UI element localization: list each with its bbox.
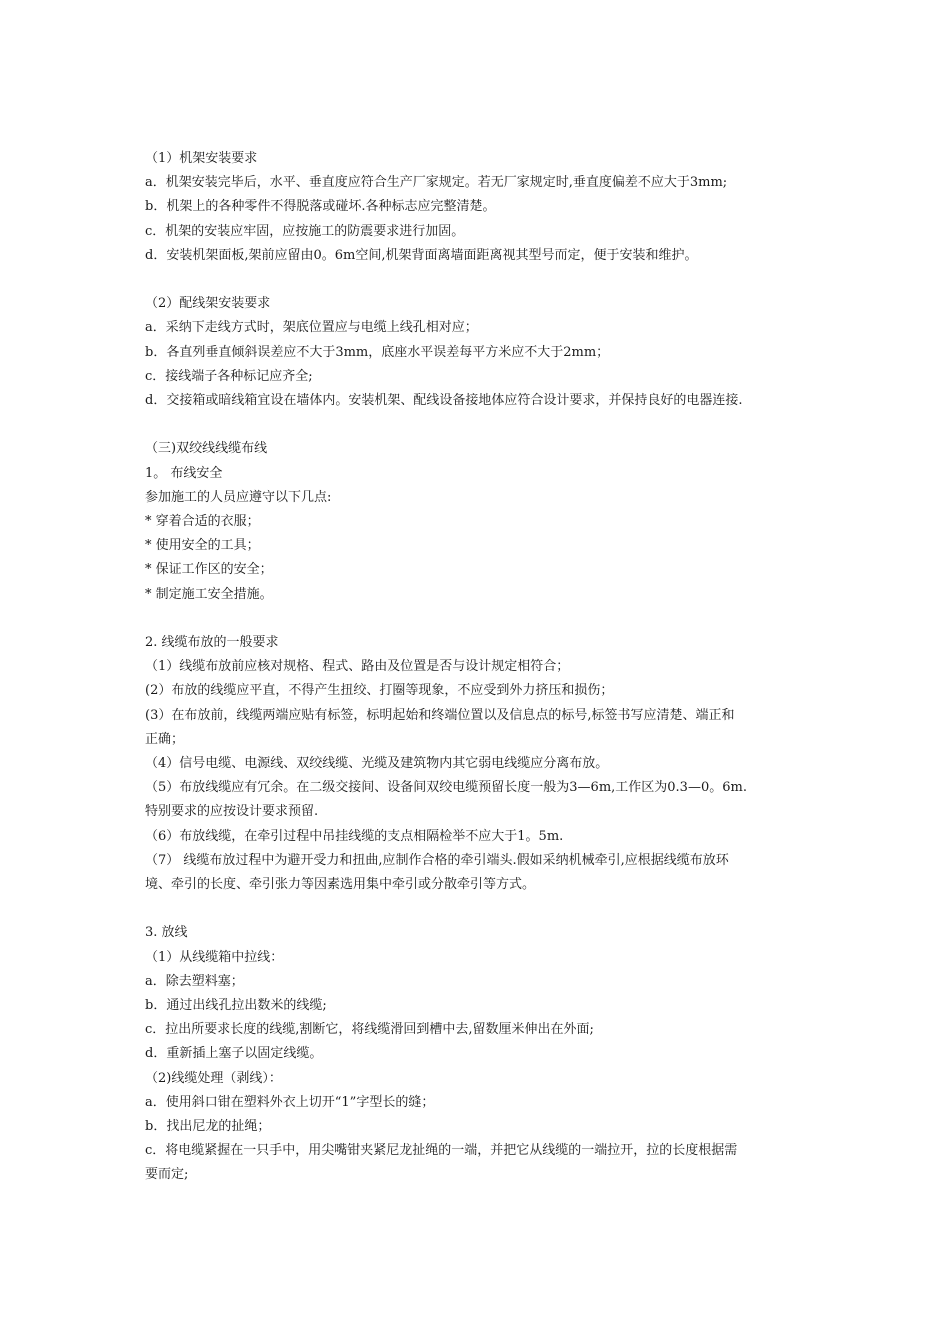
text-line: * 穿着合适的衣服； (145, 514, 260, 530)
text-line: c．将电缆紧握在一只手中，用尖嘴钳夹紧尼龙扯绳的一端，并把它从线缆的一端拉开，拉的长度根据需 (145, 1143, 738, 1159)
text-line: b．各直列垂直倾斜误差应不大于3mm，底座水平误差每平方米应不大于2mm； (145, 344, 610, 360)
document-body (145, 147, 805, 1188)
text-line: （1）从线缆箱中拉线： (145, 949, 284, 965)
text-line: 境、牵引的长度、牵引张力等因素选用集中牵引或分散牵引等方式。 (145, 877, 536, 893)
text-line: (3）在布放前，线缆两端应贴有标签，标明起始和终端位置以及信息点的标号,标签书写应清楚、端正和 (145, 707, 735, 723)
text-line: （7） 线缆布放过程中为避开受力和扭曲,应制作合格的牵引端头.假如采纳机械牵引,应根据线缆布放环 (145, 852, 729, 868)
text-line: d．重新插上塞子以固定线缆。 (145, 1046, 323, 1062)
text-line: （1）线缆布放前应核对规格、程式、路由及位置是否与设计规定相符合； (145, 659, 570, 675)
text-line: c．接线端子各种标记应齐全; (145, 368, 313, 384)
section-block (145, 921, 805, 1187)
text-line: 参加施工的人员应遵守以下几点: (145, 489, 332, 505)
text-line: 要而定; (145, 1167, 189, 1183)
text-line: b．通过出线孔拉出数米的线缆; (145, 998, 327, 1014)
text-line: c．机架的安装应牢固，应按施工的防震要求进行加固。 (145, 223, 465, 239)
text-line: d．交接箱或暗线箱宜设在墙体内。安装机架、配线设备接地体应符合设计要求，并保持良好的电器连接. (145, 393, 743, 409)
text-line: b．找出尼龙的扯绳； (145, 1119, 271, 1135)
text-line: a．除去塑料塞； (145, 973, 244, 989)
paragraph-spacer (145, 413, 805, 437)
section-block (145, 631, 805, 897)
section-block (145, 147, 805, 268)
text-line: 特别要求的应按设计要求预留. (145, 804, 319, 820)
section-block (145, 292, 805, 413)
text-line: （2)线缆处理（剥线）： (145, 1070, 282, 1086)
section-heading: （2）配线架安装要求 (145, 296, 271, 312)
text-line: a．机架安装完毕后，水平、垂直度应符合生产厂家规定。若无厂家规定时,垂直度偏差不应大于3mm; (145, 175, 728, 191)
paragraph-spacer (145, 897, 805, 921)
text-line: * 保证工作区的安全； (145, 562, 273, 578)
text-line: * 使用安全的工具； (145, 538, 260, 554)
text-line: a．采纳下走线方式时，架底位置应与电缆上线孔相对应； (145, 320, 478, 336)
paragraph-spacer (145, 607, 805, 631)
text-line: （6）布放线缆，在牵引过程中吊挂线缆的支点相隔检举不应大于1。5m. (145, 828, 564, 844)
text-line: * 制定施工安全措施。 (145, 586, 273, 602)
section-block (145, 437, 805, 606)
text-line: d．安装机架面板,架前应留由0。6m空间,机架背面离墙面距离视其型号而定，便于安装和维护。 (145, 247, 698, 263)
text-line: (2）布放的线缆应平直，不得产生扭绞、打圈等现象，不应受到外力挤压和损伤； (145, 683, 614, 699)
section-heading: 2. 线缆布放的一般要求 (145, 635, 279, 651)
text-line: 正确； (145, 731, 185, 747)
paragraph-spacer (145, 268, 805, 292)
text-line: 1。 布线安全 (145, 465, 223, 481)
text-line: （4）信号电缆、电源线、双绞线缆、光缆及建筑物内其它弱电线缆应分离布放。 (145, 756, 609, 772)
text-line: b．机架上的各种零件不得脱落或碰坏.各种标志应完整清楚。 (145, 199, 496, 215)
text-line: （5）布放线缆应有冗余。在二级交接间、设备间双绞电缆预留长度一般为3—6m,工作区为0.3—0。6m. (145, 780, 747, 796)
section-heading: 3. 放线 (145, 925, 188, 941)
section-heading: （三)双绞线线缆布线 (145, 441, 268, 457)
section-heading: （1）机架安装要求 (145, 151, 258, 166)
text-line: a．使用斜口钳在塑料外衣上切开“1”字型长的缝； (145, 1094, 435, 1110)
text-line: c．拉出所要求长度的线缆,割断它，将线缆滑回到槽中去,留数厘米伸出在外面; (145, 1022, 594, 1038)
